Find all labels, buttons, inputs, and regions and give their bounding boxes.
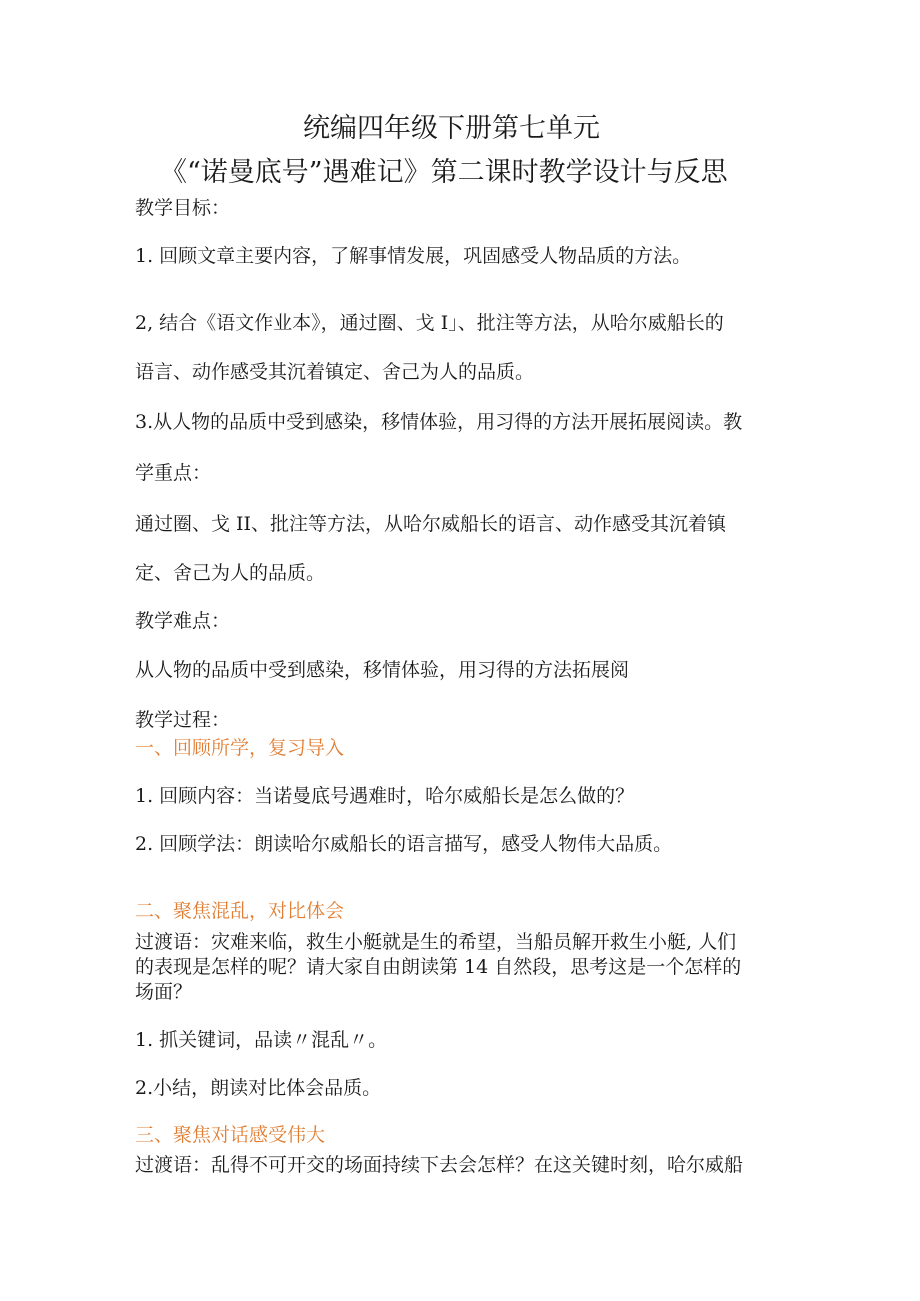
paragraph-line: 2. 回顾学法：朗读哈尔威船长的语言描写，感受人物伟大品质。 <box>135 833 673 855</box>
section-heading: 学重点： <box>135 462 212 484</box>
paragraph-line: 过渡语：灾难来临，救生小艇就是生的希望，当船员解开救生小艇, 人们 <box>135 931 737 953</box>
paragraph-line: 1. 回顾文章主要内容，了解事情发展，巩固感受人物品质的方法。 <box>135 245 692 267</box>
document-title: 统编四年级下册第七单元 <box>303 113 600 144</box>
paragraph-line: 1. 抓关键词，品读〃混乱〃。 <box>135 1029 388 1051</box>
paragraph-line: 场面？ <box>135 981 193 1003</box>
step-heading: 一、回顾所学，复习导入 <box>135 737 345 759</box>
paragraph-line: 通过圈、戈 II、批注等方法，从哈尔威船长的语言、动作感受其沉着镇 <box>135 513 727 535</box>
paragraph-line: 定、舍己为人的品质。 <box>135 562 326 584</box>
document-subtitle: 《“诺曼底号”遇难记》第二课时教学设计与反思 <box>160 157 728 188</box>
paragraph-line: 2.小结，朗读对比体会品质。 <box>135 1077 382 1099</box>
paragraph-line: 从人物的品质中受到感染，移情体验，用习得的方法拓展阅 <box>135 659 630 681</box>
paragraph-line: 3.从人物的品质中受到感染，移情体验，用习得的方法开展拓展阅读。教 <box>135 411 743 433</box>
paragraph-line: 2, 结合《语文作业本》，通过圈、戈 I」、批注等方法，从哈尔威船长的 <box>135 312 724 334</box>
paragraph-line: 语言、动作感受其沉着镇定、舍己为人的品质。 <box>135 361 535 383</box>
section-heading: 教学目标： <box>135 197 231 219</box>
section-heading: 教学过程： <box>135 709 231 731</box>
step-heading: 二、聚焦混乱，对比体会 <box>135 900 345 922</box>
step-heading: 三、聚焦对话感受伟大 <box>135 1124 326 1146</box>
section-heading: 教学难点： <box>135 610 231 632</box>
paragraph-line: 过渡语：乱得不可开交的场面持续下去会怎样？在这关键时刻，哈尔威船 <box>135 1154 744 1176</box>
paragraph-line: 1. 回顾内容：当诺曼底号遇难时，哈尔威船长是怎么做的？ <box>135 785 635 807</box>
paragraph-line: 的表现是怎样的呢？请大家自由朗读第 14 自然段，思考这是一个怎样的 <box>135 956 742 978</box>
